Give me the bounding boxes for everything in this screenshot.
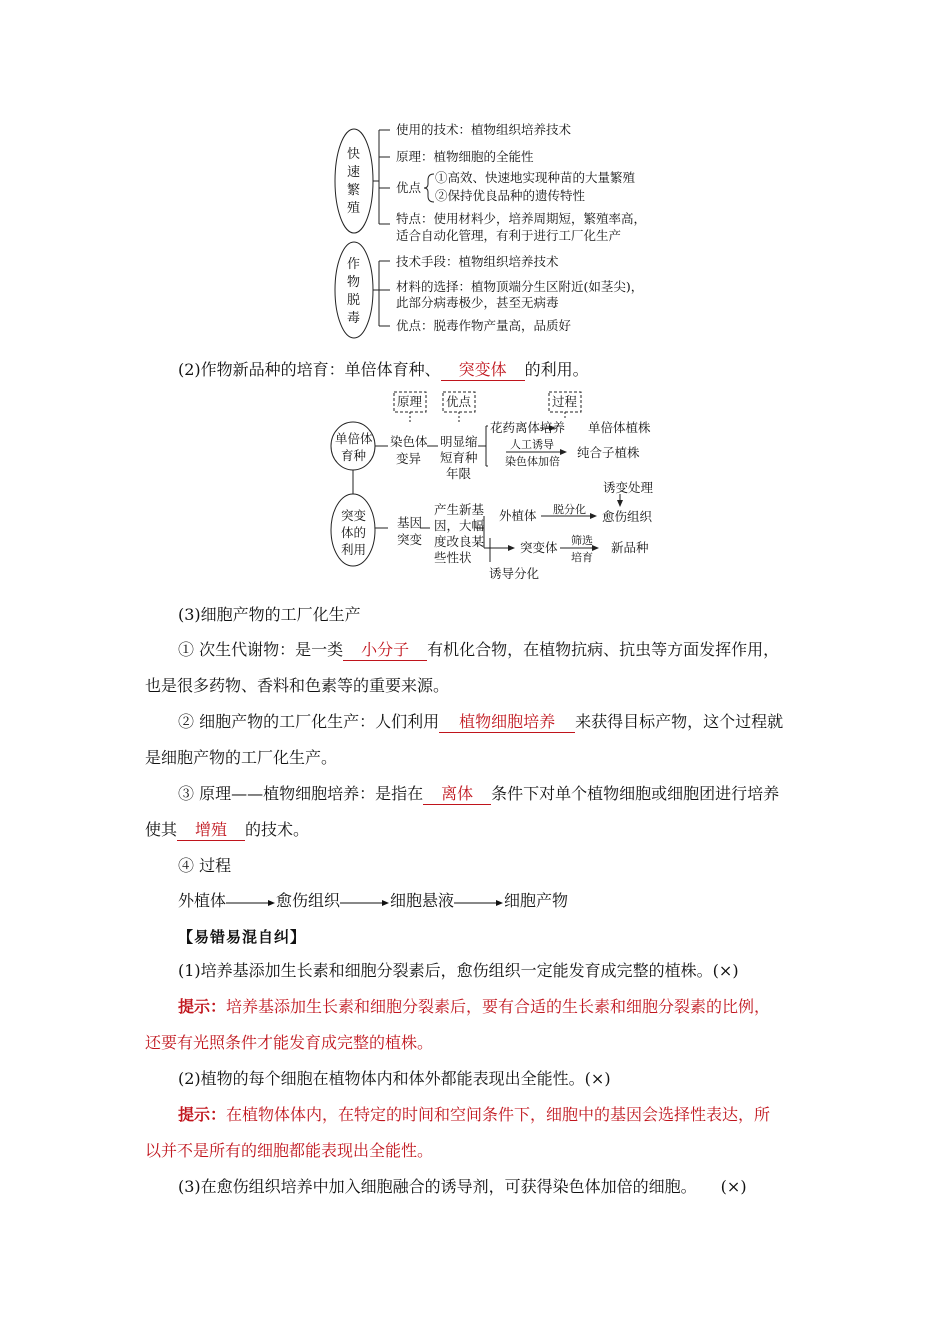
question-3: (3)在愈伤组织培养中加入细胞融合的诱导剂，可获得染色体加倍的细胞。 (×): [178, 1177, 747, 1196]
answer-blank-proliferation: 增殖: [177, 820, 245, 841]
process-arrow-2: [340, 895, 390, 909]
bottom-tech: 技术手段：植物组织培养技术: [396, 254, 559, 269]
bottom-material-1: 材料的选择：植物顶端分生区附近(如茎尖)，: [396, 279, 644, 294]
tip-1-text: 培养基添加生长素和细胞分裂素后，要有合适的生长素和细胞分裂素的比例，: [226, 997, 771, 1016]
process-arrow-3: [454, 895, 504, 909]
r2-callus: 愈伤组织: [602, 509, 653, 524]
paragraph-factory-production: ② 细胞产物的工厂化生产：人们利用 植物细胞培养 来获得目标产物，这个过程就: [178, 712, 784, 731]
r2-adv-3: 度改良某: [434, 534, 485, 549]
bottom-advantage: 优点：脱毒作物产量高，品质好: [396, 318, 572, 333]
oval-virus-free: 作 物 脱 毒: [347, 257, 361, 326]
r2-explant: 外植体: [499, 508, 537, 523]
top-adv-1: ①高效、快速地实现种苗的大量繁殖: [435, 170, 636, 185]
paragraph-secondary-metabolites: ① 次生代谢物：是一类 小分子 有机化合物，在植物抗病、抗虫等方面发挥作用，: [178, 640, 780, 659]
r1-artificial-induction: 人工诱导: [510, 438, 554, 451]
paragraph-new-varieties: (2)作物新品种的培育：单倍体育种、 突变体 的利用。: [178, 360, 589, 379]
tip-2-text: 在植物体体内，在特定的时间和空间条件下，细胞中的基因会选择性表达，所: [226, 1105, 771, 1124]
tip-2-label: 提示：: [178, 1105, 227, 1124]
r2-principle-2: 突变: [397, 532, 423, 547]
question-1: (1)培养基添加生长素和细胞分裂素后，愈伤组织一定能发育成完整的植株。(×): [178, 961, 739, 980]
process-step-product: 细胞产物: [504, 891, 569, 910]
top-tech: 使用的技术：植物组织培养技术: [396, 122, 572, 137]
r2-principle-1: 基因: [397, 515, 423, 530]
answer-blank-mutant: 突变体: [441, 360, 525, 381]
r1-adv-2: 短育种: [440, 450, 478, 465]
r1-adv-1: 明显缩: [440, 434, 478, 449]
process-title: ④ 过程: [178, 856, 232, 875]
paragraph-principle-line2: 使其 增殖 的技术。: [145, 820, 310, 839]
tip-1: [178, 997, 770, 1017]
process-step-callus: 愈伤组织: [276, 891, 341, 910]
paragraph-principle: ③ 原理——植物细胞培养：是指在 离体 条件下对单个植物细胞或细胞团进行培养: [178, 784, 780, 803]
process-flow: [178, 891, 568, 911]
tip-1-line2: 还要有光照条件才能发育成完整的植株。: [145, 1033, 434, 1052]
oval-mutant-1: 突变: [341, 508, 367, 523]
header-advantage: 优点: [446, 394, 472, 409]
tip-2: [178, 1105, 770, 1125]
oval-haploid-2: 育种: [341, 448, 367, 463]
answer-blank-plant-cell-culture: 植物细胞培养: [439, 712, 575, 733]
tip-1-label: 提示：: [178, 997, 227, 1016]
r2-screening: 筛选: [571, 534, 593, 547]
top-principle: 原理：植物细胞的全能性: [396, 149, 534, 164]
header-principle: 原理: [397, 394, 423, 409]
header-process: 过程: [552, 394, 578, 409]
section-self-correction-title: 【易错易混自纠】: [178, 928, 307, 946]
r2-adv-4: 些性状: [434, 550, 472, 565]
oval-mutant-3: 利用: [341, 542, 367, 557]
r1-homozygous-plant: 纯合子植株: [577, 445, 640, 460]
r2-cultivation: 培育: [571, 551, 593, 564]
r2-adv-1: 产生新基: [434, 502, 485, 517]
tip-2-line2: 以并不是所有的细胞都能表现出全能性。: [145, 1141, 434, 1160]
top-adv-2: ②保持优良品种的遗传特性: [435, 188, 586, 203]
r1-principle-1: 染色体: [390, 434, 428, 449]
r2-new-variety: 新品种: [611, 540, 649, 555]
answer-blank-in-vitro: 离体: [423, 784, 491, 805]
oval-haploid-1: 单倍体: [335, 431, 373, 446]
r1-chromosome-doubling: 染色体加倍: [505, 455, 560, 468]
r1-adv-3: 年限: [446, 466, 472, 481]
r2-mutagenic-treatment: 诱变处理: [603, 480, 654, 495]
oval-mutant-2: 体的: [341, 525, 367, 540]
answer-blank-small-molecule: 小分子: [343, 640, 427, 661]
r2-induced-differentiation: 诱导分化: [489, 566, 540, 581]
r1-anther-culture: 花药离体培养: [490, 420, 566, 435]
section-cell-products: (3)细胞产物的工厂化生产: [178, 605, 361, 624]
r1-principle-2: 变异: [396, 451, 422, 466]
r2-dedifferentiation: 脱分化: [553, 503, 586, 516]
paragraph-secondary-metabolites-line2: 也是很多药物、香料和色素等的重要来源。: [145, 676, 450, 695]
top-feature-2: 适合自动化管理，有利于进行工厂化生产: [396, 228, 622, 243]
question-2: (2)植物的每个细胞在植物体内和体外都能表现出全能性。(×): [178, 1069, 611, 1088]
paragraph-factory-production-line2: 是细胞产物的工厂化生产。: [145, 748, 338, 767]
bottom-material-2: 此部分病毒极少，甚至无病毒: [396, 295, 559, 310]
question-3-mark: (×): [720, 1177, 747, 1196]
process-step-explant: 外植体: [178, 891, 227, 910]
top-adv-label: 优点: [396, 180, 422, 195]
process-step-suspension: 细胞悬液: [390, 891, 455, 910]
r2-mutant: 突变体: [520, 540, 558, 555]
r1-haploid-plant: 单倍体植株: [588, 420, 651, 435]
oval-rapid-propagation: 快 速 繁 殖: [347, 147, 361, 216]
r2-adv-2: 因，大幅: [434, 518, 485, 533]
top-feature-1: 特点：使用材料少，培养周期短，繁殖率高，: [396, 211, 647, 226]
process-arrow-1: [226, 895, 276, 909]
